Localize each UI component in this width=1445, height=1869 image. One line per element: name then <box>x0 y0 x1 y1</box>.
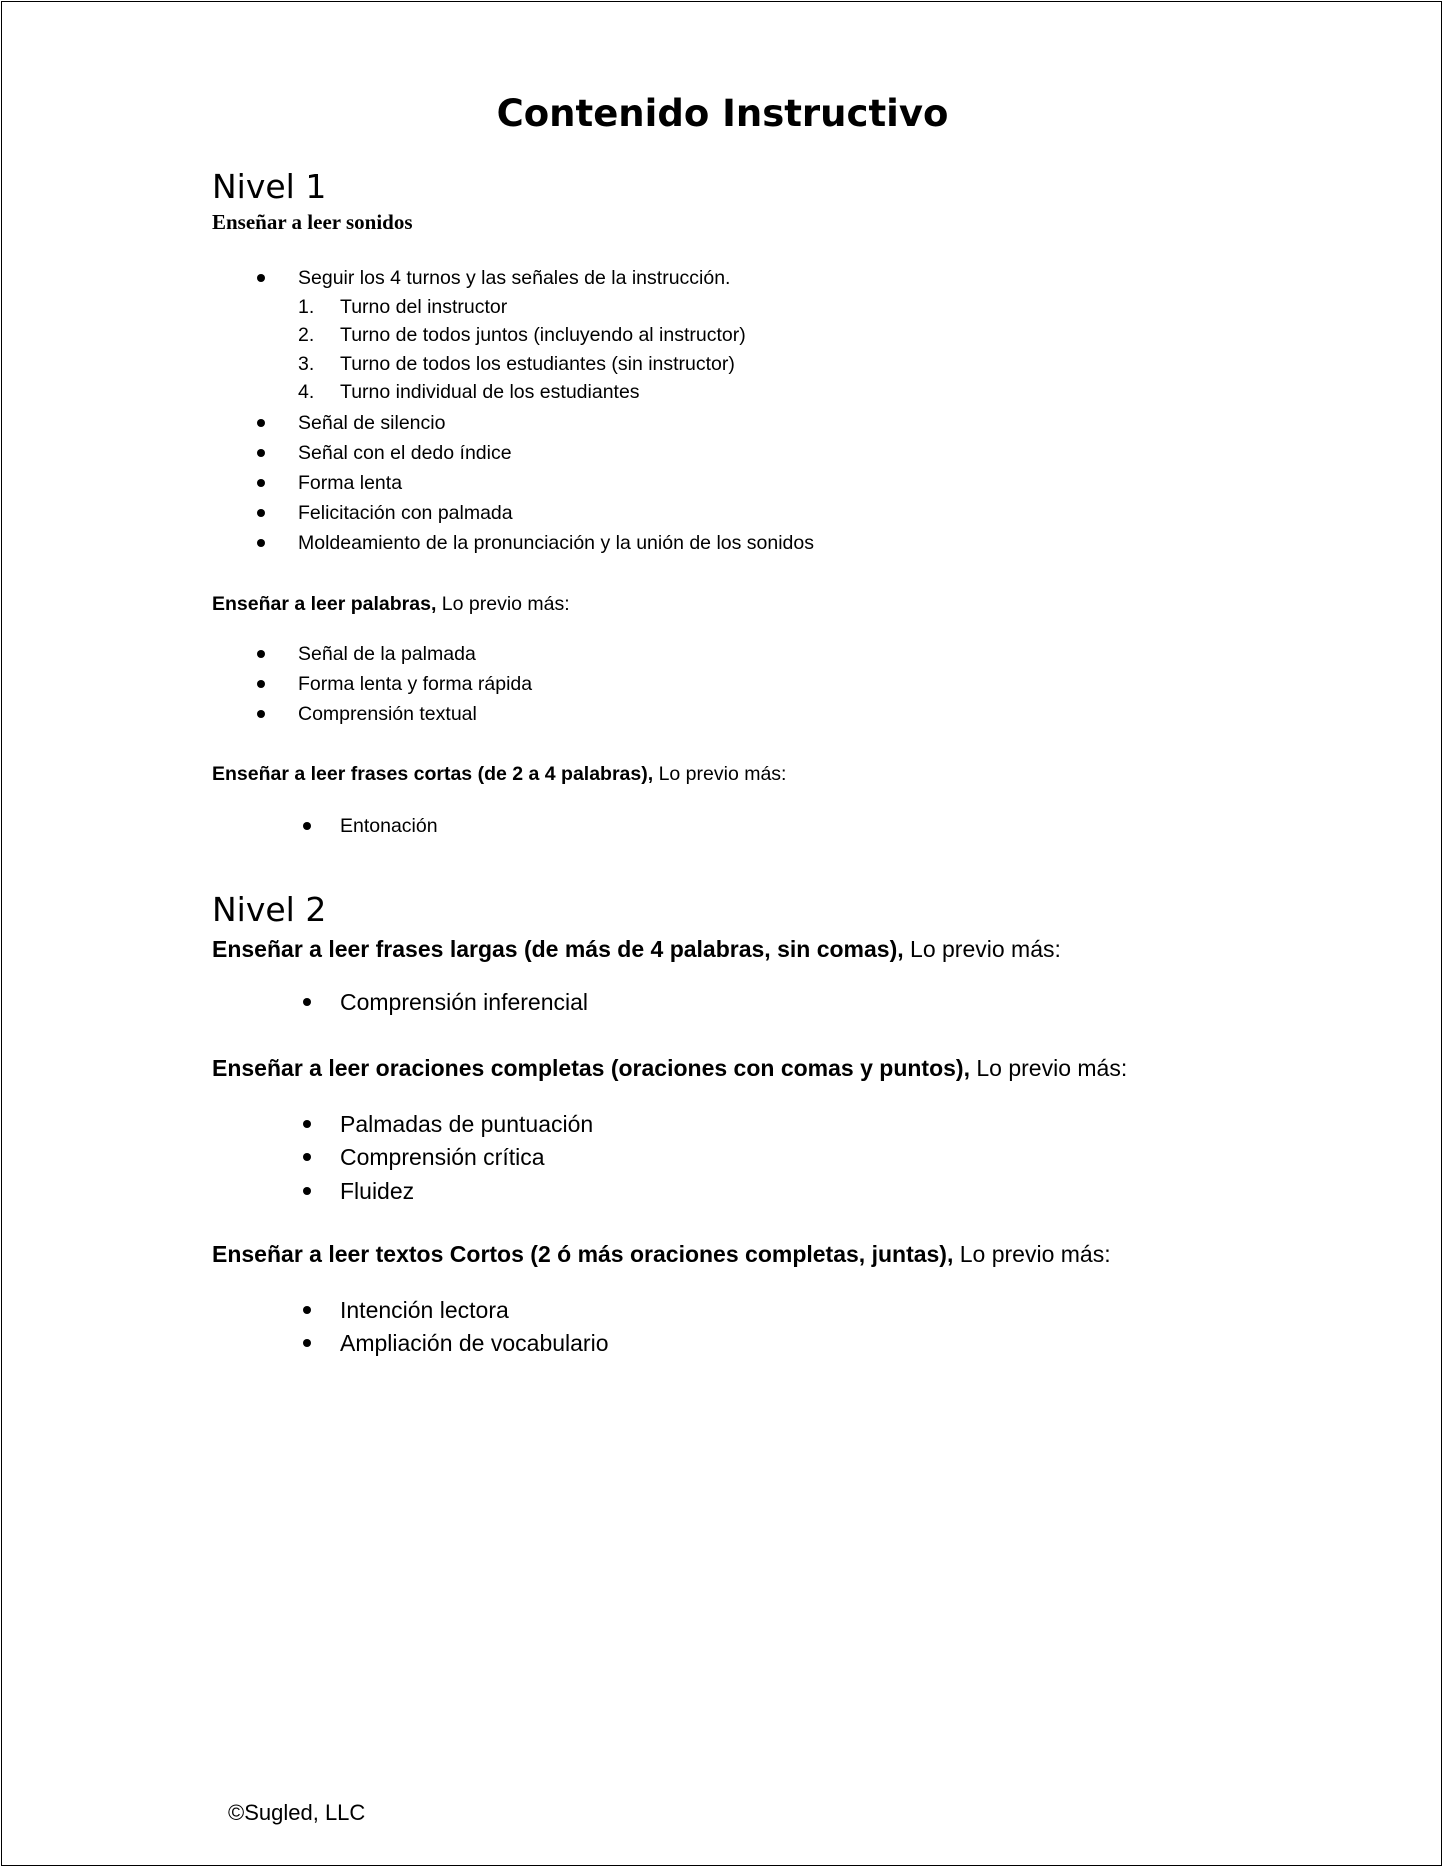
bullet-icon <box>257 680 265 688</box>
bullet-icon <box>257 539 265 547</box>
list-item-text: Señal de silencio <box>298 412 446 434</box>
section-heading-bold: Enseñar a leer frases cortas (de 2 a 4 palabras), <box>212 763 654 785</box>
section-heading-bold: Enseñar a leer palabras, <box>212 593 437 615</box>
list-item-text: Señal de la palmada <box>298 643 476 665</box>
list-item-text: Comprensión crítica <box>340 1144 545 1170</box>
bullet-icon <box>257 710 265 718</box>
bullet-icon <box>257 650 265 658</box>
bullet-icon <box>303 1120 311 1128</box>
section-heading-bold: Enseñar a leer frases largas (de más de 4 palabras, sin comas), <box>212 936 904 962</box>
bullet-icon <box>303 1187 311 1195</box>
numbered-item-text: Turno de todos los estudiantes (sin instructor) <box>340 353 735 375</box>
bullet-icon <box>257 274 265 282</box>
nivel-1-heading: Nivel 1 <box>212 167 327 206</box>
page-title: Contenido Instructivo <box>496 92 949 135</box>
list-item-text: Fluidez <box>340 1178 415 1204</box>
item-number: 4. <box>298 381 315 403</box>
item-number: 3. <box>298 353 315 375</box>
section-heading-palabras <box>212 591 570 617</box>
bullet-icon <box>257 449 265 457</box>
nivel-2-heading: Nivel 2 <box>212 890 327 929</box>
section-heading-frases-cortas <box>212 761 786 787</box>
section-heading-oraciones <box>212 1053 1127 1083</box>
list-item-text: Entonación <box>340 815 438 837</box>
section-heading-suffix: Lo previo más: <box>653 763 787 785</box>
bullet-icon <box>303 1153 311 1161</box>
list-item-text: Intención lectora <box>340 1297 509 1323</box>
section-heading-textos <box>212 1239 1111 1269</box>
list-item-text: Felicitación con palmada <box>298 502 513 524</box>
section-heading-bold: Enseñar a leer textos Cortos (2 ó más oraciones completas, juntas), <box>212 1241 954 1267</box>
section-heading-suffix: Lo previo más: <box>903 936 1061 962</box>
bullet-icon <box>257 509 265 517</box>
bullet-icon <box>303 1306 311 1314</box>
bullet-icon <box>257 479 265 487</box>
list-item-text: Ampliación de vocabulario <box>340 1330 609 1356</box>
list-item-text: Señal con el dedo índice <box>298 442 512 464</box>
list-item-text: Forma lenta y forma rápida <box>298 673 533 695</box>
numbered-item-text: Turno de todos juntos (incluyendo al instructor) <box>340 324 746 346</box>
list-item-text: Palmadas de puntuación <box>340 1111 594 1137</box>
section-heading-frases-largas <box>212 934 1061 964</box>
numbered-item-text: Turno individual de los estudiantes <box>340 381 640 403</box>
bullet-icon <box>303 822 311 830</box>
item-number: 2. <box>298 324 315 346</box>
list-item-text: Comprensión textual <box>298 703 477 725</box>
list-item-text: Moldeamiento de la pronunciación y la unión de los sonidos <box>298 532 814 554</box>
nivel-1-subheading: Enseñar a leer sonidos <box>212 210 413 234</box>
copyright-footer: ©Sugled, LLC <box>228 1800 366 1825</box>
numbered-item-text: Turno del instructor <box>340 296 508 318</box>
section-heading-bold: Enseñar a leer oraciones completas (oraciones con comas y puntos), <box>212 1055 970 1081</box>
bullet-icon <box>257 419 265 427</box>
item-number: 1. <box>298 296 315 318</box>
list-item-text: Comprensión inferencial <box>340 989 589 1015</box>
section-heading-suffix: Lo previo más: <box>969 1055 1128 1081</box>
bullet-icon <box>303 1339 311 1347</box>
bullet-icon <box>303 998 311 1006</box>
section-heading-suffix: Lo previo más: <box>953 1241 1111 1267</box>
section-heading-suffix: Lo previo más: <box>436 593 570 615</box>
list-item-text: Forma lenta <box>298 472 403 494</box>
list-item-text: Seguir los 4 turnos y las señales de la instrucción. <box>298 267 731 289</box>
